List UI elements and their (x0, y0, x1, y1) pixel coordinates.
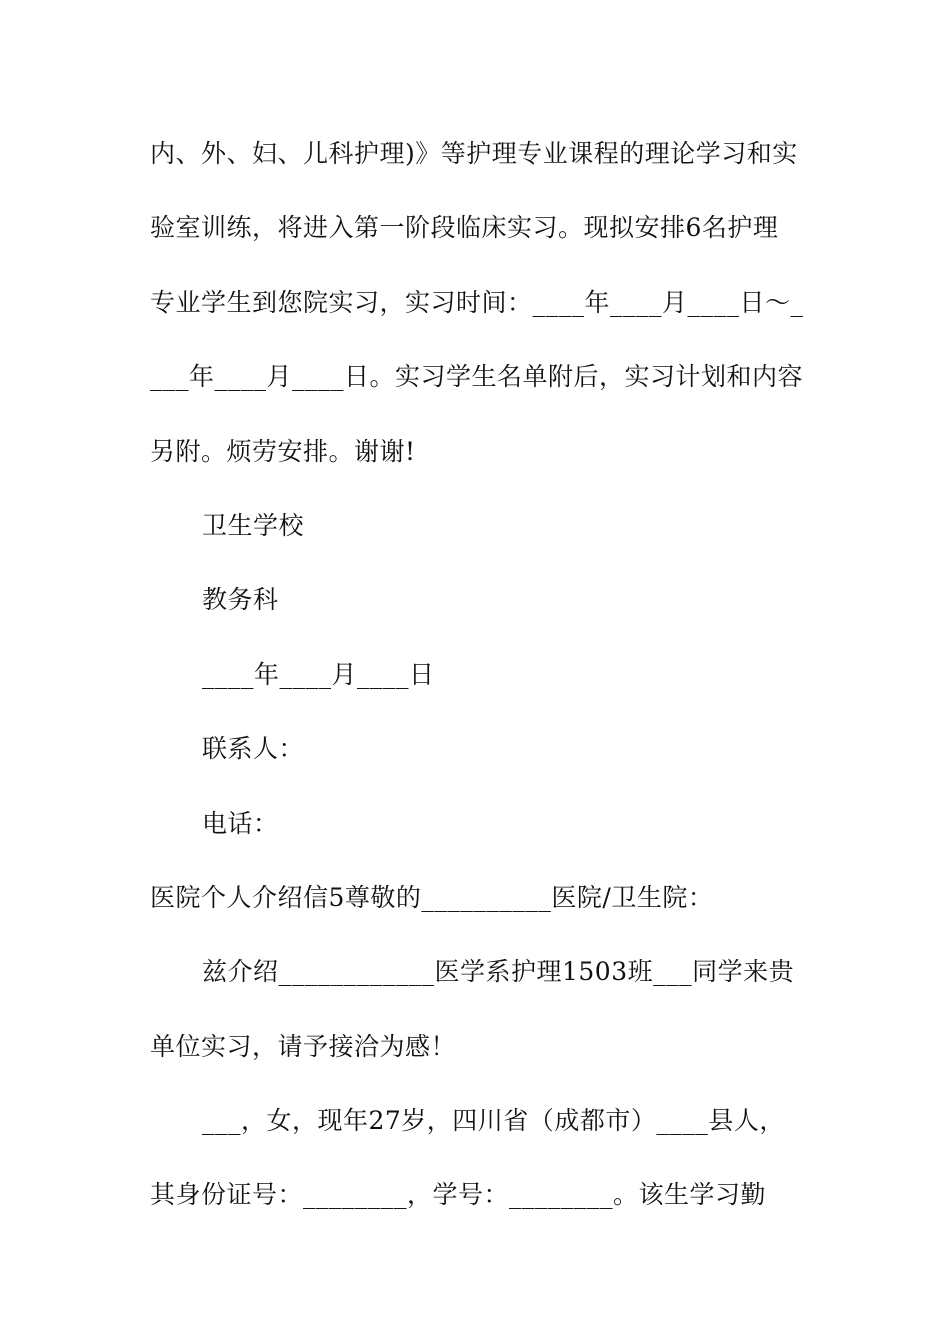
paragraph-line: 兹介绍____________医学系护理1503班___同学来贵 (202, 957, 795, 987)
signature-date: ____年____月____日 (202, 659, 435, 689)
paragraph-line: ___，女，现年27岁，四川省（成都市）____县人， (202, 1106, 785, 1136)
phone-label: 电话： (202, 808, 279, 838)
paragraph-line: 其身份证号：________，学号：________。该生学习勤 (150, 1180, 767, 1210)
paragraph-line: 专业学生到您院实习，实习时间：____年____月____日～_ (150, 287, 804, 317)
paragraph-line: 另附。烦劳安排。谢谢! (150, 436, 416, 466)
signature-school: 卫生学校 (202, 510, 305, 540)
paragraph-line: 验室训练，将进入第一阶段临床实习。现拟安排6名护理 (150, 213, 779, 243)
document-body (150, 130, 810, 1246)
contact-person-label: 联系人： (202, 734, 305, 764)
paragraph-line: ___年____月____日。实习学生名单附后，实习计划和内容 (150, 362, 804, 392)
letter-heading-line: 医院个人介绍信5尊敬的__________医院/卫生院： (150, 882, 714, 912)
signature-department: 教务科 (202, 585, 279, 615)
paragraph-line: 单位实习，请予接洽为感！ (150, 1031, 457, 1061)
paragraph-line: 内、外、妇、儿科护理)》等护理专业课程的理论学习和实 (150, 139, 798, 168)
